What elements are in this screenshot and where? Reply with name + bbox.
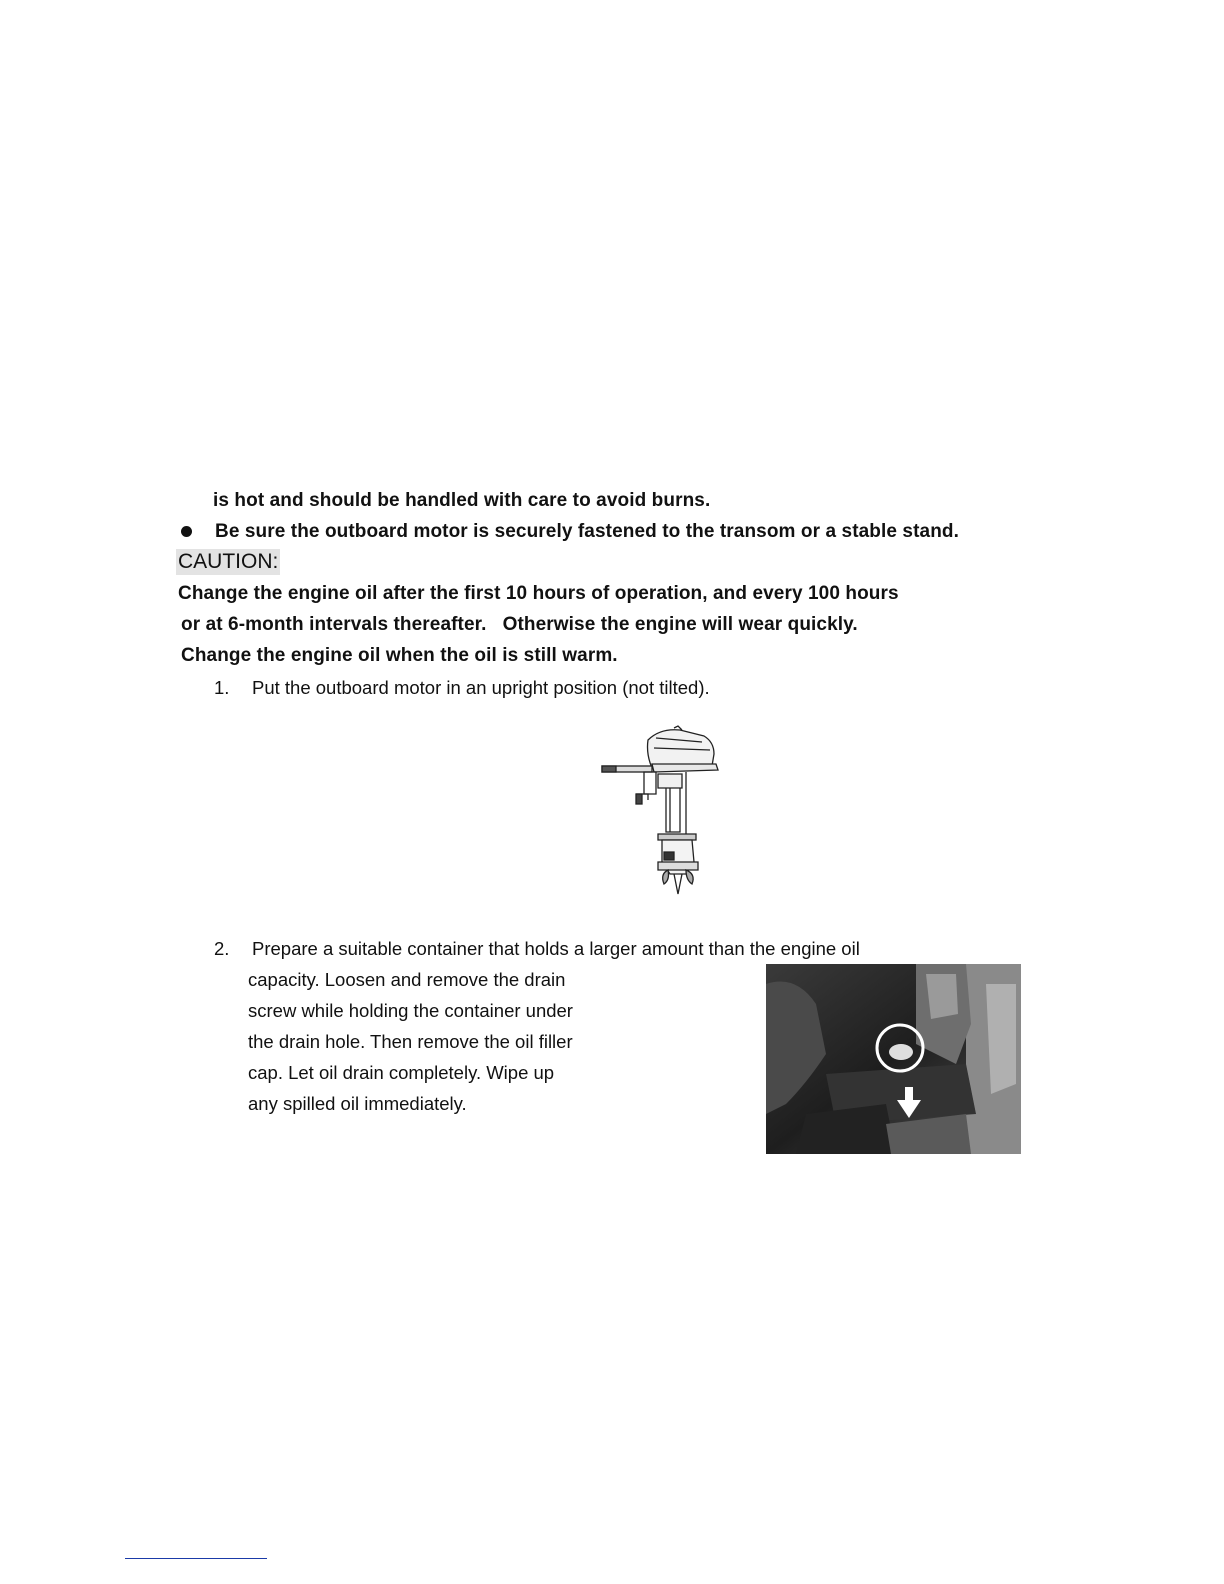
step-2-line-3: the drain hole. Then remove the oil filler: [248, 1031, 573, 1052]
step-1-text: Put the outboard motor in an upright position (not tilted).: [252, 677, 710, 698]
step-1-number: 1.: [214, 677, 230, 698]
step-2-line-2: screw while holding the container under: [248, 1000, 573, 1021]
caution-line-2: or at 6-month intervals thereafter. Otherwise the engine will wear quickly.: [181, 614, 858, 635]
step-2-line-4: cap. Let oil drain completely. Wipe up: [248, 1062, 555, 1083]
highlight-circle-icon: [874, 1022, 926, 1074]
outboard-motor-icon: [598, 724, 724, 898]
drain-screw-photo: [766, 964, 1021, 1154]
step-2-line-1: capacity. Loosen and remove the drain: [248, 969, 566, 990]
footer-rule: [125, 1558, 267, 1559]
down-arrow-icon: [896, 1087, 922, 1119]
step-2-line-5: any spilled oil immediately.: [248, 1093, 467, 1114]
caution-line-3: Change the engine oil when the oil is still warm.: [181, 645, 618, 666]
caution-label: CAUTION:: [178, 550, 279, 573]
step-2-text-first: Prepare a suitable container that holds a larger amount than the engine oil: [252, 938, 860, 959]
intro-bullet: Be sure the outboard motor is securely fastened to the transom or a stable stand.: [215, 521, 959, 542]
bullet-dot-icon: [181, 526, 192, 537]
caution-line-1: Change the engine oil after the first 10 hours of operation, and every 100 hours: [178, 583, 899, 604]
intro-continuation: is hot and should be handled with care to avoid burns.: [213, 490, 711, 511]
step-2-number: 2.: [214, 938, 230, 959]
